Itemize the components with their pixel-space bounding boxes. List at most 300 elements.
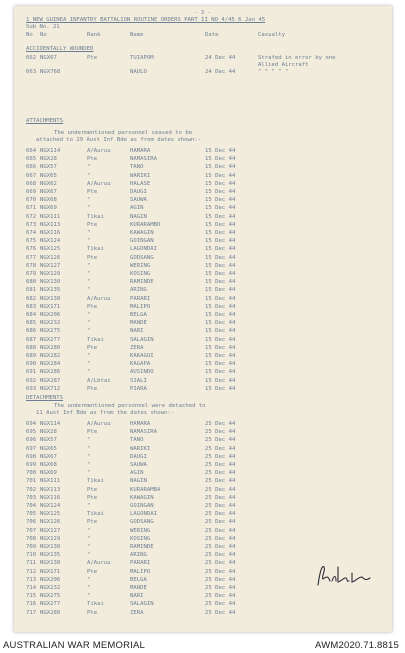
row-service-number: NGX232: [40, 320, 61, 327]
row-serial: 691: [26, 369, 37, 376]
list-item: [14, 503, 392, 510]
row-service-number: NGX116: [40, 230, 61, 236]
row-date: 15 Dec 44: [205, 189, 236, 195]
list-item: [14, 519, 392, 526]
attachments-intro-2: attached to 29 Aust Inf Bde as from dates shown:-: [36, 137, 202, 143]
row-name: WARIKI: [130, 172, 151, 179]
row-date: 15 Dec 44: [205, 344, 236, 351]
row-casualty: Allied Aircraft: [258, 62, 309, 68]
row-date: 25 Dec 44: [205, 544, 236, 550]
row-name: ARING: [130, 287, 147, 294]
row-service-number: NGX114: [40, 148, 61, 154]
row-date: 25 Dec 44: [205, 486, 236, 493]
row-date: 25 Dec 44: [205, 585, 236, 591]
row-date: 25 Dec 44: [205, 601, 236, 608]
row-rank: ": [87, 353, 91, 359]
row-rank: ": [87, 279, 91, 286]
row-rank: Tikai: [87, 246, 104, 253]
row-name: NARI: [130, 593, 144, 600]
row-serial: 674: [26, 230, 37, 236]
row-serial: 706: [26, 519, 37, 526]
row-rank: Pte: [87, 254, 98, 261]
row-date: 15 Dec 44: [205, 230, 236, 236]
row-rank: ": [87, 576, 91, 583]
row-serial: 712: [26, 568, 37, 575]
row-rank: ": [87, 544, 91, 550]
row-rank: Pte: [87, 303, 98, 310]
row-service-number: NGX206: [40, 312, 61, 318]
footer-institution: AUSTRALIAN WAR MEMORIAL: [3, 640, 146, 651]
row-date: 25 Dec 44: [205, 576, 236, 583]
row-serial: 680: [26, 279, 37, 286]
row-rank: ": [87, 470, 91, 477]
row-serial: 709: [26, 544, 37, 550]
row-rank: A/Auruu: [87, 560, 111, 567]
row-name: HAMARA: [130, 421, 151, 427]
row-name: BELGA: [130, 576, 147, 583]
row-rank: Tikai: [87, 213, 104, 220]
list-item: [14, 470, 392, 477]
row-service-number: NGX277: [40, 336, 61, 343]
row-service-number: NGX129: [40, 535, 61, 542]
footer-accession-number: AWM2020.71.8815: [315, 640, 399, 651]
row-name: GODSANG: [130, 519, 154, 526]
row-name: KAGAPA: [130, 361, 151, 368]
row-serial: 694: [26, 421, 37, 427]
row-serial: 663: [26, 69, 37, 75]
row-serial: 713: [26, 576, 37, 583]
list-item: [14, 478, 392, 485]
row-name: KAWAGIN: [130, 494, 154, 501]
row-service-number: NGX127: [40, 527, 61, 534]
list-item: [14, 148, 392, 155]
list-item: [14, 328, 392, 335]
row-name: WERING: [130, 527, 151, 534]
list-item: [14, 353, 392, 360]
row-casualty: " " " " ": [258, 69, 289, 75]
row-name: HAMARA: [130, 148, 151, 154]
row-name: KOSING: [130, 271, 151, 277]
row-service-number: NGX124: [40, 503, 61, 509]
list-item: [14, 437, 392, 444]
row-name: SAUWA: [130, 197, 147, 204]
row-serial: 708: [26, 535, 37, 542]
row-rank: Pte: [87, 568, 98, 575]
row-service-number: NGX116: [40, 494, 61, 501]
row-name: KAWAGIN: [130, 230, 154, 236]
row-name: DAUGI: [130, 189, 147, 195]
row-service-number: NGX125: [40, 511, 61, 518]
row-service-number: NGX57: [40, 437, 57, 444]
col-name: Name: [130, 32, 144, 38]
row-date: 15 Dec 44: [205, 353, 236, 359]
row-service-number: NGX126: [40, 519, 61, 526]
row-name: WARIKI: [130, 445, 151, 452]
row-date: 15 Dec 44: [205, 262, 236, 269]
row-serial: 690: [26, 361, 37, 368]
row-rank: ": [87, 262, 91, 269]
list-item: [14, 69, 392, 76]
row-name: GOINGAN: [130, 503, 154, 509]
row-date: 25 Dec 44: [205, 429, 236, 436]
row-name: SAUWA: [130, 462, 147, 468]
row-service-number: NGX126: [40, 254, 61, 261]
row-date: 15 Dec 44: [205, 279, 236, 286]
row-serial: 681: [26, 287, 37, 294]
row-date: 25 Dec 44: [205, 568, 236, 575]
row-serial: 710: [26, 552, 37, 559]
row-casualty: Strafed in error by one: [258, 55, 336, 61]
list-item: [14, 361, 392, 368]
row-service-number: NGX65: [40, 172, 57, 179]
row-name: MALIPO: [130, 568, 151, 575]
col-casualty: Casualty: [258, 32, 285, 38]
row-rank: Tikai: [87, 478, 104, 485]
row-serial: 695: [26, 429, 37, 436]
col-no: No: [40, 32, 47, 38]
row-date: 15 Dec 44: [205, 205, 236, 212]
archive-footer: [0, 636, 405, 653]
row-rank: ": [87, 552, 91, 559]
row-rank: A/Auruu: [87, 295, 111, 302]
row-rank: Pte: [87, 519, 98, 526]
row-rank: ": [87, 328, 91, 335]
list-item: [14, 156, 392, 163]
row-date: 25 Dec 44: [205, 462, 236, 468]
col-date: Date: [205, 32, 219, 38]
row-name: MANDE: [130, 320, 147, 327]
row-serial: 702: [26, 486, 37, 493]
row-name: AGIN: [130, 470, 144, 477]
section-heading-wounded: ACCIDENTALLY WOUNDED: [26, 46, 94, 52]
list-item: [14, 386, 392, 393]
row-service-number: NGX275: [40, 328, 61, 335]
row-service-number: NGX113: [40, 221, 61, 228]
row-date: 15 Dec 44: [205, 336, 236, 343]
row-date: 15 Dec 44: [205, 213, 236, 220]
row-rank: Pte: [87, 221, 98, 228]
section-heading-detachments: DETACHMENTS: [26, 395, 64, 401]
row-name: PARARI: [130, 560, 151, 567]
row-rank: ": [87, 585, 91, 591]
row-serial: 703: [26, 494, 37, 501]
row-service-number: NGX712: [40, 385, 61, 392]
row-name: TUIAPOM: [130, 55, 154, 61]
list-item: [14, 511, 392, 518]
row-serial: 668: [26, 180, 37, 187]
row-serial: 675: [26, 238, 37, 245]
row-name: TANO: [130, 437, 144, 444]
row-serial: 679: [26, 271, 37, 277]
row-date: 25 Dec 44: [205, 421, 236, 427]
row-date: 25 Dec 44: [205, 609, 236, 616]
row-serial: 686: [26, 328, 37, 335]
row-service-number: NGX127: [40, 262, 61, 269]
row-rank: Tikai: [87, 511, 104, 518]
row-service-number: NGX69: [40, 205, 57, 212]
row-service-number: NGX67: [40, 55, 57, 61]
row-rank: Pte: [87, 609, 98, 616]
attachments-intro-1: The undermentioned personnel ceased to be: [54, 130, 193, 136]
row-serial: 697: [26, 445, 37, 452]
row-rank: ": [87, 445, 91, 452]
row-serial: 688: [26, 344, 37, 351]
row-serial: 672: [26, 213, 37, 220]
row-date: 25 Dec 44: [205, 437, 236, 444]
row-date: 25 Dec 44: [205, 511, 236, 518]
list-item: [14, 421, 392, 428]
list-item: [14, 454, 392, 461]
row-date: 15 Dec 44: [205, 377, 236, 384]
row-rank: ": [87, 312, 91, 318]
row-serial: 705: [26, 511, 37, 518]
row-serial: 715: [26, 593, 37, 600]
row-serial: 682: [26, 295, 37, 302]
row-service-number: NGX125: [40, 246, 61, 253]
row-date: 15 Dec 44: [205, 156, 236, 163]
row-rank: Pte: [87, 429, 98, 436]
row-serial: 664: [26, 148, 37, 154]
row-rank: ": [87, 527, 91, 534]
list-item: [14, 378, 392, 385]
row-serial: 707: [26, 527, 37, 534]
row-service-number: NGX171: [40, 568, 61, 575]
row-rank: ": [87, 462, 91, 468]
row-service-number: NGX206: [40, 576, 61, 583]
row-serial: 699: [26, 462, 37, 468]
list-item: [14, 55, 392, 62]
list-item: [14, 320, 392, 327]
row-serial: 683: [26, 303, 37, 310]
row-serial: 665: [26, 156, 37, 163]
row-date: 25 Dec 44: [205, 478, 236, 485]
row-name: PARARI: [130, 295, 151, 302]
row-service-number: NGX284: [40, 361, 61, 368]
list-item: [14, 287, 392, 294]
row-serial: 689: [26, 353, 37, 359]
row-serial: 677: [26, 254, 37, 261]
row-serial: 711: [26, 560, 37, 567]
row-rank: Pte: [87, 55, 98, 61]
row-service-number: NGX68: [40, 197, 57, 204]
row-date: 15 Dec 44: [205, 221, 236, 228]
row-date: 15 Dec 44: [205, 197, 236, 204]
row-date: 25 Dec 44: [205, 494, 236, 501]
row-rank: ": [87, 453, 91, 460]
row-name: WERING: [130, 262, 151, 269]
list-item: [14, 593, 392, 600]
row-service-number: NGX114: [40, 421, 61, 427]
list-item: [14, 601, 392, 608]
list-item: [14, 312, 392, 319]
row-date: 15 Dec 44: [205, 328, 236, 335]
row-serial: 698: [26, 453, 37, 460]
row-name: KAKAGUI: [130, 353, 154, 359]
row-name: GOINGAN: [130, 238, 154, 245]
row-date: 25 Dec 44: [205, 519, 236, 526]
row-rank: A/Auruu: [87, 180, 111, 187]
sub-header: Sub No. 21: [26, 24, 60, 30]
row-serial: 692: [26, 377, 37, 384]
list-item: [14, 552, 392, 559]
row-serial: 717: [26, 609, 37, 616]
row-service-number: NGX130: [40, 544, 61, 550]
row-date: 15 Dec 44: [205, 303, 236, 310]
row-date: 24 Dec 44: [205, 55, 236, 61]
row-service-number: NGX138: [40, 295, 61, 302]
detachments-intro-1: The undermentioned personnel were detached to: [54, 403, 206, 409]
row-name: KURARAMBO: [130, 221, 161, 228]
row-service-number: NGX67: [40, 189, 57, 195]
list-item: [14, 296, 392, 303]
row-rank: A/Auruu: [87, 148, 111, 154]
row-service-number: NGX171: [40, 303, 61, 310]
row-name: DAUGI: [130, 453, 147, 460]
row-serial: 700: [26, 470, 37, 477]
row-date: 15 Dec 44: [205, 295, 236, 302]
row-name: NAMASIRA: [130, 156, 157, 163]
row-rank: ": [87, 238, 91, 245]
row-rank: ": [87, 164, 91, 171]
list-item: [14, 536, 392, 543]
row-service-number: NGX57: [40, 164, 57, 171]
row-rank: ": [87, 369, 91, 376]
list-item: [14, 164, 392, 171]
row-name: LAGONDAI: [130, 246, 157, 253]
row-date: 15 Dec 44: [205, 312, 236, 318]
row-name: NAULO: [130, 69, 147, 75]
row-service-number: NGX68: [40, 462, 57, 468]
row-service-number: NGX130: [40, 279, 61, 286]
row-date: 15 Dec 44: [205, 287, 236, 294]
row-service-number: NGX28: [40, 156, 57, 163]
row-rank: Tikai: [87, 601, 104, 608]
row-name: RAMINDE: [130, 544, 154, 550]
row-service-number: NGX135: [40, 287, 61, 294]
row-rank: ": [87, 535, 91, 542]
row-date: 15 Dec 44: [205, 254, 236, 261]
row-service-number: NGX138: [40, 560, 61, 567]
row-serial: 678: [26, 262, 37, 269]
row-service-number: NGX275: [40, 593, 61, 600]
row-rank: ": [87, 361, 91, 368]
list-item: [14, 263, 392, 270]
row-rank: Pte: [87, 344, 98, 351]
row-name: SALAGIN: [130, 336, 154, 343]
row-date: 15 Dec 44: [205, 180, 236, 187]
row-rank: ": [87, 197, 91, 204]
row-service-number: NGX287: [40, 377, 61, 384]
row-rank: A/Lbtai: [87, 377, 111, 384]
row-service-number: NGX28: [40, 429, 57, 436]
row-serial: 685: [26, 320, 37, 327]
row-serial: 684: [26, 312, 37, 318]
row-serial: 673: [26, 221, 37, 228]
row-rank: Pte: [87, 486, 98, 493]
row-serial: 696: [26, 437, 37, 444]
row-service-number: NGX62: [40, 180, 57, 187]
row-serial: 662: [26, 55, 37, 61]
row-date: 15 Dec 44: [205, 238, 236, 245]
list-item: [14, 544, 392, 551]
list-item: [14, 246, 392, 253]
row-serial: 687: [26, 336, 37, 343]
list-item: [14, 495, 392, 502]
row-name: AUSINDO: [130, 369, 154, 376]
row-service-number: NGX280: [40, 609, 61, 616]
col-rank: Rank: [87, 32, 101, 38]
row-name: KURARAMBA: [130, 486, 161, 493]
row-date: 25 Dec 44: [205, 560, 236, 567]
row-date: 15 Dec 44: [205, 172, 236, 179]
row-date: 15 Dec 44: [205, 361, 236, 368]
row-name: KOSING: [130, 535, 151, 542]
row-service-number: NGX69: [40, 470, 57, 477]
row-service-number: NGX286: [40, 369, 61, 376]
row-date: 24 Dec 44: [205, 69, 236, 75]
list-item: [14, 345, 392, 352]
row-rank: Pte: [87, 189, 98, 195]
row-serial: 714: [26, 585, 37, 591]
row-name: AGIN: [130, 205, 144, 212]
row-service-number: NGX129: [40, 271, 61, 277]
row-service-number: NGX135: [40, 552, 61, 559]
row-service-number: NGX280: [40, 344, 61, 351]
signature: [314, 561, 374, 591]
row-name: SIALI: [130, 377, 147, 384]
row-date: 15 Dec 44: [205, 164, 236, 171]
row-service-number: NGX124: [40, 238, 61, 245]
row-date: 15 Dec 44: [205, 148, 236, 154]
document-page: [14, 6, 392, 632]
row-date: 25 Dec 44: [205, 552, 236, 559]
row-rank: Pte: [87, 156, 98, 163]
row-rank: ": [87, 437, 91, 444]
row-name: PIARA: [130, 385, 147, 392]
row-serial: 666: [26, 164, 37, 171]
row-date: 25 Dec 44: [205, 593, 236, 600]
list-item: [14, 429, 392, 436]
row-rank: ": [87, 205, 91, 212]
list-item: [14, 304, 392, 311]
list-item: [14, 222, 392, 229]
row-serial: 671: [26, 205, 37, 212]
row-rank: ": [87, 320, 91, 327]
row-name: NAGIN: [130, 478, 147, 485]
list-item: [14, 214, 392, 221]
row-date: 25 Dec 44: [205, 453, 236, 460]
row-serial: 667: [26, 172, 37, 179]
col-ser: No: [26, 32, 33, 38]
column-headers: [14, 32, 392, 39]
row-name: MANDE: [130, 585, 147, 591]
row-service-number: NGX67: [40, 453, 57, 460]
row-service-number: NGX232: [40, 585, 61, 591]
row-service-number: NGX65: [40, 445, 57, 452]
list-item: [14, 446, 392, 453]
list-item: [14, 62, 392, 69]
row-name: ZERA: [130, 344, 144, 351]
list-item: [14, 337, 392, 344]
row-serial: 693: [26, 385, 37, 392]
row-rank: A/Auruu: [87, 421, 111, 427]
row-service-number: NGX111: [40, 478, 61, 485]
row-name: LAGONDAI: [130, 511, 157, 518]
row-service-number: NGX111: [40, 213, 61, 220]
row-serial: 701: [26, 478, 37, 485]
row-date: 25 Dec 44: [205, 535, 236, 542]
document-header: 1 NEW GUINEA INFANTRY BATTALION ROUTINE ORDERS PART II NO 4/45 6 Jan 45: [26, 17, 266, 23]
